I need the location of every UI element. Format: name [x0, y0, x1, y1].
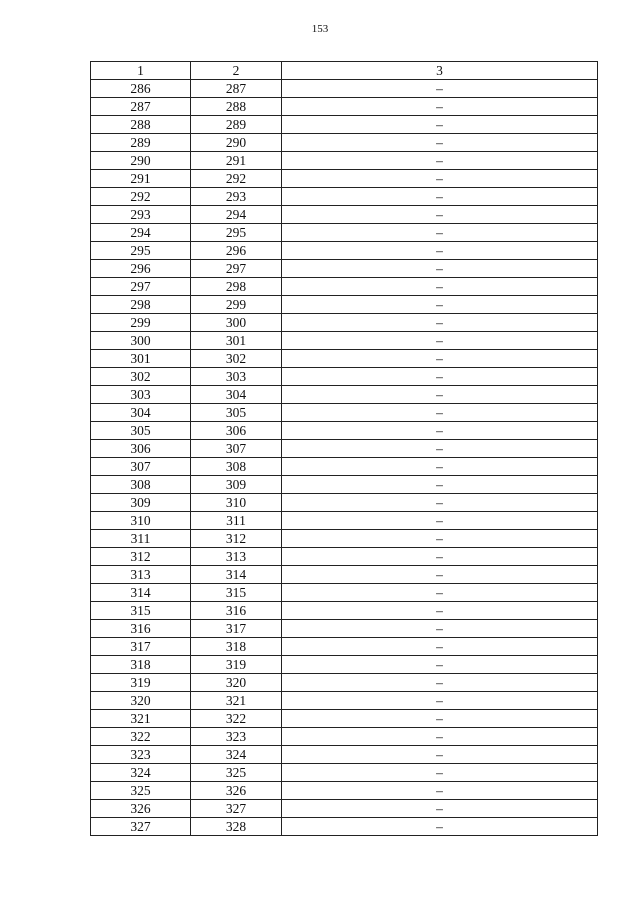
table-cell-col-1: 301 — [91, 350, 191, 368]
table-cell-col-1: 307 — [91, 458, 191, 476]
table-cell-col-3: – — [282, 206, 598, 224]
table-cell-col-2: 300 — [191, 314, 282, 332]
table-cell-col-3: – — [282, 638, 598, 656]
table-cell-col-2: 312 — [191, 530, 282, 548]
table-cell-col-3: – — [282, 296, 598, 314]
table-row — [91, 386, 598, 404]
table-cell-col-2: 292 — [191, 170, 282, 188]
table-row — [91, 512, 598, 530]
table-cell-col-1: 320 — [91, 692, 191, 710]
table-row — [91, 494, 598, 512]
table-cell-col-2: 298 — [191, 278, 282, 296]
table-cell-col-1: 326 — [91, 800, 191, 818]
table-row — [91, 728, 598, 746]
table-cell-col-1: 295 — [91, 242, 191, 260]
table-cell-col-2: 314 — [191, 566, 282, 584]
table-row — [91, 80, 598, 98]
table-cell-col-3: – — [282, 332, 598, 350]
table-row — [91, 152, 598, 170]
table-cell-col-2: 319 — [191, 656, 282, 674]
header-row — [91, 62, 598, 80]
table-cell-col-2: 323 — [191, 728, 282, 746]
table-row — [91, 674, 598, 692]
table-row — [91, 350, 598, 368]
table-row — [91, 620, 598, 638]
table-cell-col-1: 296 — [91, 260, 191, 278]
table-cell-col-1: 303 — [91, 386, 191, 404]
table-cell-col-1: 319 — [91, 674, 191, 692]
column-header-1: 1 — [91, 62, 191, 80]
table-cell-col-2: 293 — [191, 188, 282, 206]
table-cell-col-2: 296 — [191, 242, 282, 260]
table-cell-col-3: – — [282, 746, 598, 764]
table-cell-col-3: – — [282, 476, 598, 494]
table-cell-col-3: – — [282, 152, 598, 170]
table-cell-col-3: – — [282, 386, 598, 404]
table-cell-col-2: 309 — [191, 476, 282, 494]
table-cell-col-3: – — [282, 620, 598, 638]
table-cell-col-2: 321 — [191, 692, 282, 710]
table-row — [91, 710, 598, 728]
table-cell-col-2: 320 — [191, 674, 282, 692]
table-cell-col-3: – — [282, 494, 598, 512]
table-cell-col-1: 286 — [91, 80, 191, 98]
table-cell-col-2: 304 — [191, 386, 282, 404]
table-cell-col-2: 297 — [191, 260, 282, 278]
table-row — [91, 548, 598, 566]
table-cell-col-2: 324 — [191, 746, 282, 764]
table-cell-col-3: – — [282, 458, 598, 476]
table-row — [91, 278, 598, 296]
table-cell-col-1: 315 — [91, 602, 191, 620]
table-cell-col-2: 316 — [191, 602, 282, 620]
table-row — [91, 242, 598, 260]
table-cell-col-2: 299 — [191, 296, 282, 314]
table-row — [91, 296, 598, 314]
table-cell-col-3: – — [282, 692, 598, 710]
table-cell-col-1: 291 — [91, 170, 191, 188]
table-cell-col-3: – — [282, 224, 598, 242]
table-cell-col-3: – — [282, 98, 598, 116]
table-row — [91, 116, 598, 134]
table-cell-col-1: 327 — [91, 818, 191, 836]
table-cell-col-3: – — [282, 170, 598, 188]
table-cell-col-1: 310 — [91, 512, 191, 530]
table-row — [91, 440, 598, 458]
table-cell-col-3: – — [282, 314, 598, 332]
table-cell-col-3: – — [282, 818, 598, 836]
table-cell-col-2: 305 — [191, 404, 282, 422]
data-table — [90, 61, 598, 836]
table-cell-col-1: 317 — [91, 638, 191, 656]
table-header — [91, 62, 598, 80]
table-cell-col-3: – — [282, 368, 598, 386]
table-cell-col-2: 313 — [191, 548, 282, 566]
table-row — [91, 458, 598, 476]
table-cell-col-3: – — [282, 782, 598, 800]
table-cell-col-3: – — [282, 656, 598, 674]
table-row — [91, 476, 598, 494]
table-cell-col-3: – — [282, 710, 598, 728]
table-cell-col-1: 311 — [91, 530, 191, 548]
table-cell-col-3: – — [282, 728, 598, 746]
table-row — [91, 584, 598, 602]
table-row — [91, 260, 598, 278]
table-cell-col-2: 294 — [191, 206, 282, 224]
table-row — [91, 206, 598, 224]
table-row — [91, 638, 598, 656]
table-cell-col-1: 293 — [91, 206, 191, 224]
table-row — [91, 566, 598, 584]
table-cell-col-1: 316 — [91, 620, 191, 638]
table-cell-col-1: 290 — [91, 152, 191, 170]
table-cell-col-1: 297 — [91, 278, 191, 296]
table-cell-col-3: – — [282, 278, 598, 296]
table-cell-col-3: – — [282, 422, 598, 440]
table-cell-col-1: 309 — [91, 494, 191, 512]
table-cell-col-1: 322 — [91, 728, 191, 746]
table-cell-col-1: 294 — [91, 224, 191, 242]
table-cell-col-3: – — [282, 602, 598, 620]
table-cell-col-2: 310 — [191, 494, 282, 512]
table-row — [91, 224, 598, 242]
table-row — [91, 98, 598, 116]
table-cell-col-1: 318 — [91, 656, 191, 674]
table-cell-col-2: 301 — [191, 332, 282, 350]
table-cell-col-1: 323 — [91, 746, 191, 764]
table-cell-col-2: 308 — [191, 458, 282, 476]
table-cell-col-3: – — [282, 116, 598, 134]
table-cell-col-3: – — [282, 260, 598, 278]
table-cell-col-2: 289 — [191, 116, 282, 134]
table-cell-col-1: 292 — [91, 188, 191, 206]
table-cell-col-2: 303 — [191, 368, 282, 386]
table-cell-col-3: – — [282, 350, 598, 368]
table-cell-col-2: 326 — [191, 782, 282, 800]
table-cell-col-1: 313 — [91, 566, 191, 584]
table-cell-col-3: – — [282, 800, 598, 818]
table-row — [91, 602, 598, 620]
table-cell-col-2: 317 — [191, 620, 282, 638]
table-cell-col-3: – — [282, 242, 598, 260]
table-cell-col-2: 328 — [191, 818, 282, 836]
table-row — [91, 404, 598, 422]
table-cell-col-2: 327 — [191, 800, 282, 818]
table-cell-col-2: 315 — [191, 584, 282, 602]
table-cell-col-1: 312 — [91, 548, 191, 566]
table-cell-col-3: – — [282, 404, 598, 422]
table-cell-col-1: 324 — [91, 764, 191, 782]
table-cell-col-2: 325 — [191, 764, 282, 782]
table-cell-col-1: 288 — [91, 116, 191, 134]
table-row — [91, 656, 598, 674]
table-cell-col-2: 302 — [191, 350, 282, 368]
column-header-3: 3 — [282, 62, 598, 80]
table-cell-col-3: – — [282, 584, 598, 602]
table-cell-col-1: 299 — [91, 314, 191, 332]
table-cell-col-2: 322 — [191, 710, 282, 728]
table-cell-col-3: – — [282, 512, 598, 530]
table-cell-col-3: – — [282, 440, 598, 458]
table-cell-col-1: 302 — [91, 368, 191, 386]
table-cell-col-2: 311 — [191, 512, 282, 530]
table-row — [91, 782, 598, 800]
table-cell-col-3: – — [282, 764, 598, 782]
table-row — [91, 818, 598, 836]
table-cell-col-3: – — [282, 566, 598, 584]
table-cell-col-3: – — [282, 188, 598, 206]
table-row — [91, 692, 598, 710]
table-row — [91, 368, 598, 386]
table-row — [91, 422, 598, 440]
table-cell-col-1: 325 — [91, 782, 191, 800]
column-header-2: 2 — [191, 62, 282, 80]
table-cell-col-2: 306 — [191, 422, 282, 440]
table-cell-col-1: 287 — [91, 98, 191, 116]
table-row — [91, 134, 598, 152]
table-cell-col-2: 318 — [191, 638, 282, 656]
table-cell-col-3: – — [282, 674, 598, 692]
table-cell-col-1: 308 — [91, 476, 191, 494]
table-row — [91, 800, 598, 818]
table-cell-col-2: 287 — [191, 80, 282, 98]
table-row — [91, 170, 598, 188]
table-cell-col-3: – — [282, 548, 598, 566]
table-row — [91, 530, 598, 548]
table-cell-col-1: 304 — [91, 404, 191, 422]
table-cell-col-2: 290 — [191, 134, 282, 152]
table-cell-col-2: 288 — [191, 98, 282, 116]
table-row — [91, 314, 598, 332]
table-cell-col-1: 300 — [91, 332, 191, 350]
table-cell-col-1: 321 — [91, 710, 191, 728]
table-cell-col-1: 305 — [91, 422, 191, 440]
table-cell-col-2: 291 — [191, 152, 282, 170]
table-row — [91, 746, 598, 764]
table-cell-col-2: 295 — [191, 224, 282, 242]
table-cell-col-2: 307 — [191, 440, 282, 458]
table-row — [91, 188, 598, 206]
table-cell-col-1: 289 — [91, 134, 191, 152]
table-cell-col-1: 306 — [91, 440, 191, 458]
table-row — [91, 764, 598, 782]
table-cell-col-3: – — [282, 80, 598, 98]
table-cell-col-3: – — [282, 530, 598, 548]
table-cell-col-3: – — [282, 134, 598, 152]
table-body — [91, 80, 598, 836]
page-number: 153 — [311, 23, 329, 35]
table-row — [91, 332, 598, 350]
table-cell-col-1: 298 — [91, 296, 191, 314]
table-cell-col-1: 314 — [91, 584, 191, 602]
